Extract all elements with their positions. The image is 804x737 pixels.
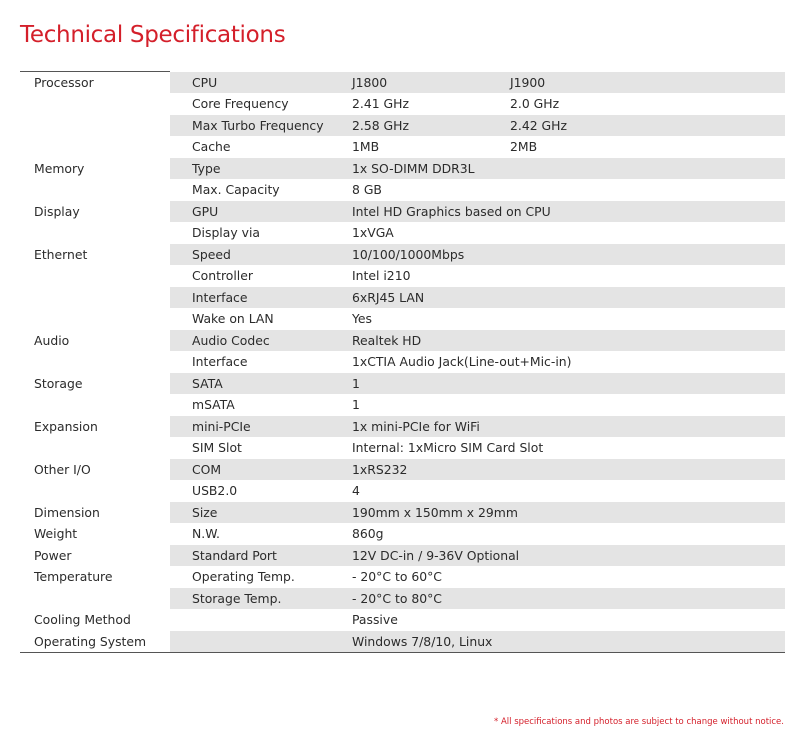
spec-category — [20, 115, 170, 137]
spec-item: N.W. — [170, 523, 330, 545]
spec-value: 1x mini-PCIe for WiFi — [330, 416, 785, 438]
spec-row — [20, 244, 785, 266]
spec-row — [20, 330, 785, 352]
spec-value-j1900: J1900 — [488, 72, 785, 94]
spec-category — [20, 351, 170, 373]
spec-category: Operating System — [20, 631, 170, 653]
spec-item: Size — [170, 502, 330, 524]
spec-row — [20, 545, 785, 567]
spec-table-body — [20, 72, 785, 653]
spec-item: Operating Temp. — [170, 566, 330, 588]
spec-value: Windows 7/8/10, Linux — [330, 631, 785, 653]
spec-row — [20, 308, 785, 330]
spec-category: Processor — [20, 72, 170, 94]
spec-item: mSATA — [170, 394, 330, 416]
spec-value: Intel i210 — [330, 265, 785, 287]
spec-item: Interface — [170, 351, 330, 373]
spec-row — [20, 416, 785, 438]
spec-value: 1x SO-DIMM DDR3L — [330, 158, 785, 180]
spec-value-j1900: 2MB — [488, 136, 785, 158]
spec-value-j1900: 2.42 GHz — [488, 115, 785, 137]
spec-item: GPU — [170, 201, 330, 223]
spec-value-j1800: 2.41 GHz — [330, 93, 488, 115]
spec-item: Cache — [170, 136, 330, 158]
spec-value: 4 — [330, 480, 785, 502]
spec-item: mini-PCIe — [170, 416, 330, 438]
spec-item: CPU — [170, 72, 330, 94]
spec-row — [20, 459, 785, 481]
spec-row — [20, 201, 785, 223]
spec-category — [20, 93, 170, 115]
spec-item: SIM Slot — [170, 437, 330, 459]
spec-row — [20, 523, 785, 545]
spec-category — [20, 588, 170, 610]
spec-row — [20, 351, 785, 373]
spec-row — [20, 136, 785, 158]
spec-row — [20, 502, 785, 524]
footnote: * All specifications and photos are subject to change without notice. — [494, 717, 784, 727]
spec-value: 8 GB — [330, 179, 785, 201]
spec-category: Dimension — [20, 502, 170, 524]
spec-category — [20, 287, 170, 309]
spec-row — [20, 72, 785, 94]
spec-value: 1 — [330, 394, 785, 416]
spec-category: Audio — [20, 330, 170, 352]
spec-category: Ethernet — [20, 244, 170, 266]
spec-value-j1800: 1MB — [330, 136, 488, 158]
spec-row — [20, 631, 785, 653]
spec-category: Storage — [20, 373, 170, 395]
spec-value-j1900: 2.0 GHz — [488, 93, 785, 115]
spec-row — [20, 265, 785, 287]
spec-category: Cooling Method — [20, 609, 170, 631]
spec-item: COM — [170, 459, 330, 481]
spec-row — [20, 588, 785, 610]
spec-row — [20, 93, 785, 115]
spec-item — [170, 609, 330, 631]
spec-category: Memory — [20, 158, 170, 180]
spec-item: Max. Capacity — [170, 179, 330, 201]
spec-value: 12V DC-in / 9-36V Optional — [330, 545, 785, 567]
spec-value: 190mm x 150mm x 29mm — [330, 502, 785, 524]
spec-value-j1800: J1800 — [330, 72, 488, 94]
spec-category — [20, 308, 170, 330]
spec-category — [20, 136, 170, 158]
spec-item: Standard Port — [170, 545, 330, 567]
spec-value: Intel HD Graphics based on CPU — [330, 201, 785, 223]
spec-row — [20, 437, 785, 459]
spec-row — [20, 179, 785, 201]
spec-value: Yes — [330, 308, 785, 330]
spec-value: Realtek HD — [330, 330, 785, 352]
spec-category — [20, 222, 170, 244]
spec-value-j1800: 2.58 GHz — [330, 115, 488, 137]
spec-item: SATA — [170, 373, 330, 395]
spec-item: Audio Codec — [170, 330, 330, 352]
spec-item: Interface — [170, 287, 330, 309]
spec-value: Passive — [330, 609, 785, 631]
spec-row — [20, 373, 785, 395]
spec-row — [20, 222, 785, 244]
spec-row — [20, 480, 785, 502]
spec-category — [20, 394, 170, 416]
spec-category — [20, 265, 170, 287]
spec-category: Power — [20, 545, 170, 567]
spec-row — [20, 609, 785, 631]
spec-item: USB2.0 — [170, 480, 330, 502]
spec-category — [20, 179, 170, 201]
spec-category: Temperature — [20, 566, 170, 588]
spec-value: - 20°C to 60°C — [330, 566, 785, 588]
spec-item: Wake on LAN — [170, 308, 330, 330]
spec-row — [20, 287, 785, 309]
spec-category: Other I/O — [20, 459, 170, 481]
spec-item: Controller — [170, 265, 330, 287]
spec-item: Max Turbo Frequency — [170, 115, 330, 137]
spec-item: Core Frequency — [170, 93, 330, 115]
spec-row — [20, 158, 785, 180]
spec-category: Weight — [20, 523, 170, 545]
spec-row — [20, 115, 785, 137]
spec-value: Internal: 1xMicro SIM Card Slot — [330, 437, 785, 459]
spec-row — [20, 566, 785, 588]
spec-category: Display — [20, 201, 170, 223]
spec-category: Expansion — [20, 416, 170, 438]
spec-value: 1xRS232 — [330, 459, 785, 481]
spec-category — [20, 437, 170, 459]
spec-item: Storage Temp. — [170, 588, 330, 610]
spec-item: Type — [170, 158, 330, 180]
spec-item: Speed — [170, 244, 330, 266]
spec-value: 1 — [330, 373, 785, 395]
spec-item — [170, 631, 330, 653]
page-title: Technical Specifications — [20, 22, 286, 48]
spec-table — [20, 71, 785, 653]
spec-value: 10/100/1000Mbps — [330, 244, 785, 266]
spec-item: Display via — [170, 222, 330, 244]
spec-value: 6xRJ45 LAN — [330, 287, 785, 309]
spec-value: 1xVGA — [330, 222, 785, 244]
spec-value: 860g — [330, 523, 785, 545]
spec-value: 1xCTIA Audio Jack(Line-out+Mic-in) — [330, 351, 785, 373]
spec-category — [20, 480, 170, 502]
spec-row — [20, 394, 785, 416]
spec-value: - 20°C to 80°C — [330, 588, 785, 610]
